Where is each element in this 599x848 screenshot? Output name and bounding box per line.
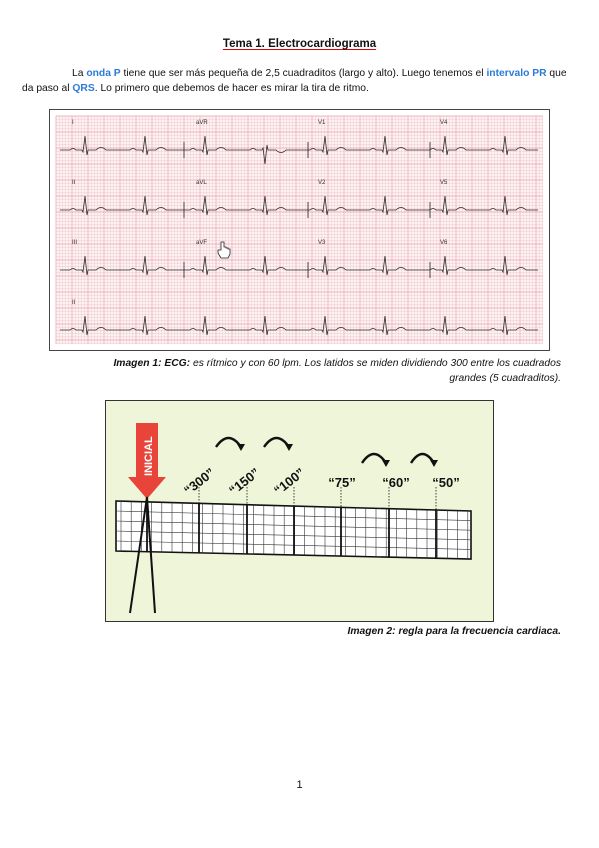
ruler-number: “60”: [382, 475, 410, 490]
arrowhead-icon: [382, 460, 390, 467]
lead-label: II: [72, 180, 76, 186]
ecg-strip: [50, 110, 549, 350]
start-label: INICIAL: [143, 436, 155, 476]
lead-label: V5: [440, 180, 448, 186]
keyword-intervalo-pr: intervalo PR: [486, 68, 547, 79]
keyword-onda-p: onda P: [86, 68, 121, 79]
ruler-grid: [116, 487, 471, 559]
text-run: La: [72, 68, 87, 79]
lead-label: V4: [440, 120, 448, 126]
text-run: tiene que ser más pequeña de 2,5 cuadraditos (largo y alto). Luego tenemos el: [120, 68, 487, 79]
caption-imagen-1: [91, 356, 561, 386]
arc-arrow-icon: [264, 438, 289, 447]
caption-imagen-2: [348, 626, 562, 637]
keyword-qrs: QRS: [72, 83, 95, 94]
ruler-number: “50”: [432, 475, 460, 490]
arrowhead-icon: [237, 444, 245, 451]
text-run: que da paso al: [22, 68, 567, 94]
lead-label: aVR: [196, 120, 208, 126]
arc-arrow-icon: [362, 454, 386, 463]
lead-label: V1: [318, 120, 326, 126]
document-title: Tema 1. Electrocardiograma: [222, 38, 377, 50]
lead-label: II: [72, 300, 76, 306]
caption-label: Imagen 1: ECG:: [113, 358, 191, 369]
lead-label: I: [72, 120, 74, 126]
arrowhead-icon: [285, 444, 293, 451]
lead-label: V2: [318, 180, 326, 186]
ruler-image: [105, 400, 494, 622]
lead-label: aVL: [196, 180, 207, 186]
arrowhead-icon: [430, 460, 438, 467]
arc-arrow-icon: [411, 454, 434, 463]
ruler-number: “300”: [180, 464, 218, 499]
caption-label: Imagen 2:: [347, 626, 396, 637]
caption-text: es rítmico y con 60 lpm. Los latidos se miden dividiendo 300 entre los cuadrados grandes (5 cuadraditos).: [190, 358, 561, 384]
heart-rate-ruler: [106, 401, 493, 621]
intro-paragraph: [22, 66, 570, 96]
lead-label: V3: [318, 240, 326, 246]
arc-arrow-icon: [216, 438, 241, 447]
caption-text: regla para la frecuencia cardiaca.: [395, 626, 561, 637]
ruler-number: “100”: [270, 464, 308, 499]
lead-label: V6: [440, 240, 448, 246]
ruler-number: “150”: [225, 464, 263, 499]
lead-label: aVF: [196, 240, 208, 246]
page-number: 1: [296, 779, 303, 791]
ruler-number: “75”: [328, 475, 356, 490]
lead-label: III: [72, 240, 78, 246]
text-run: . Lo primero que debemos de hacer es mirar la tira de ritmo.: [94, 83, 369, 94]
ecg-image: [49, 109, 550, 351]
